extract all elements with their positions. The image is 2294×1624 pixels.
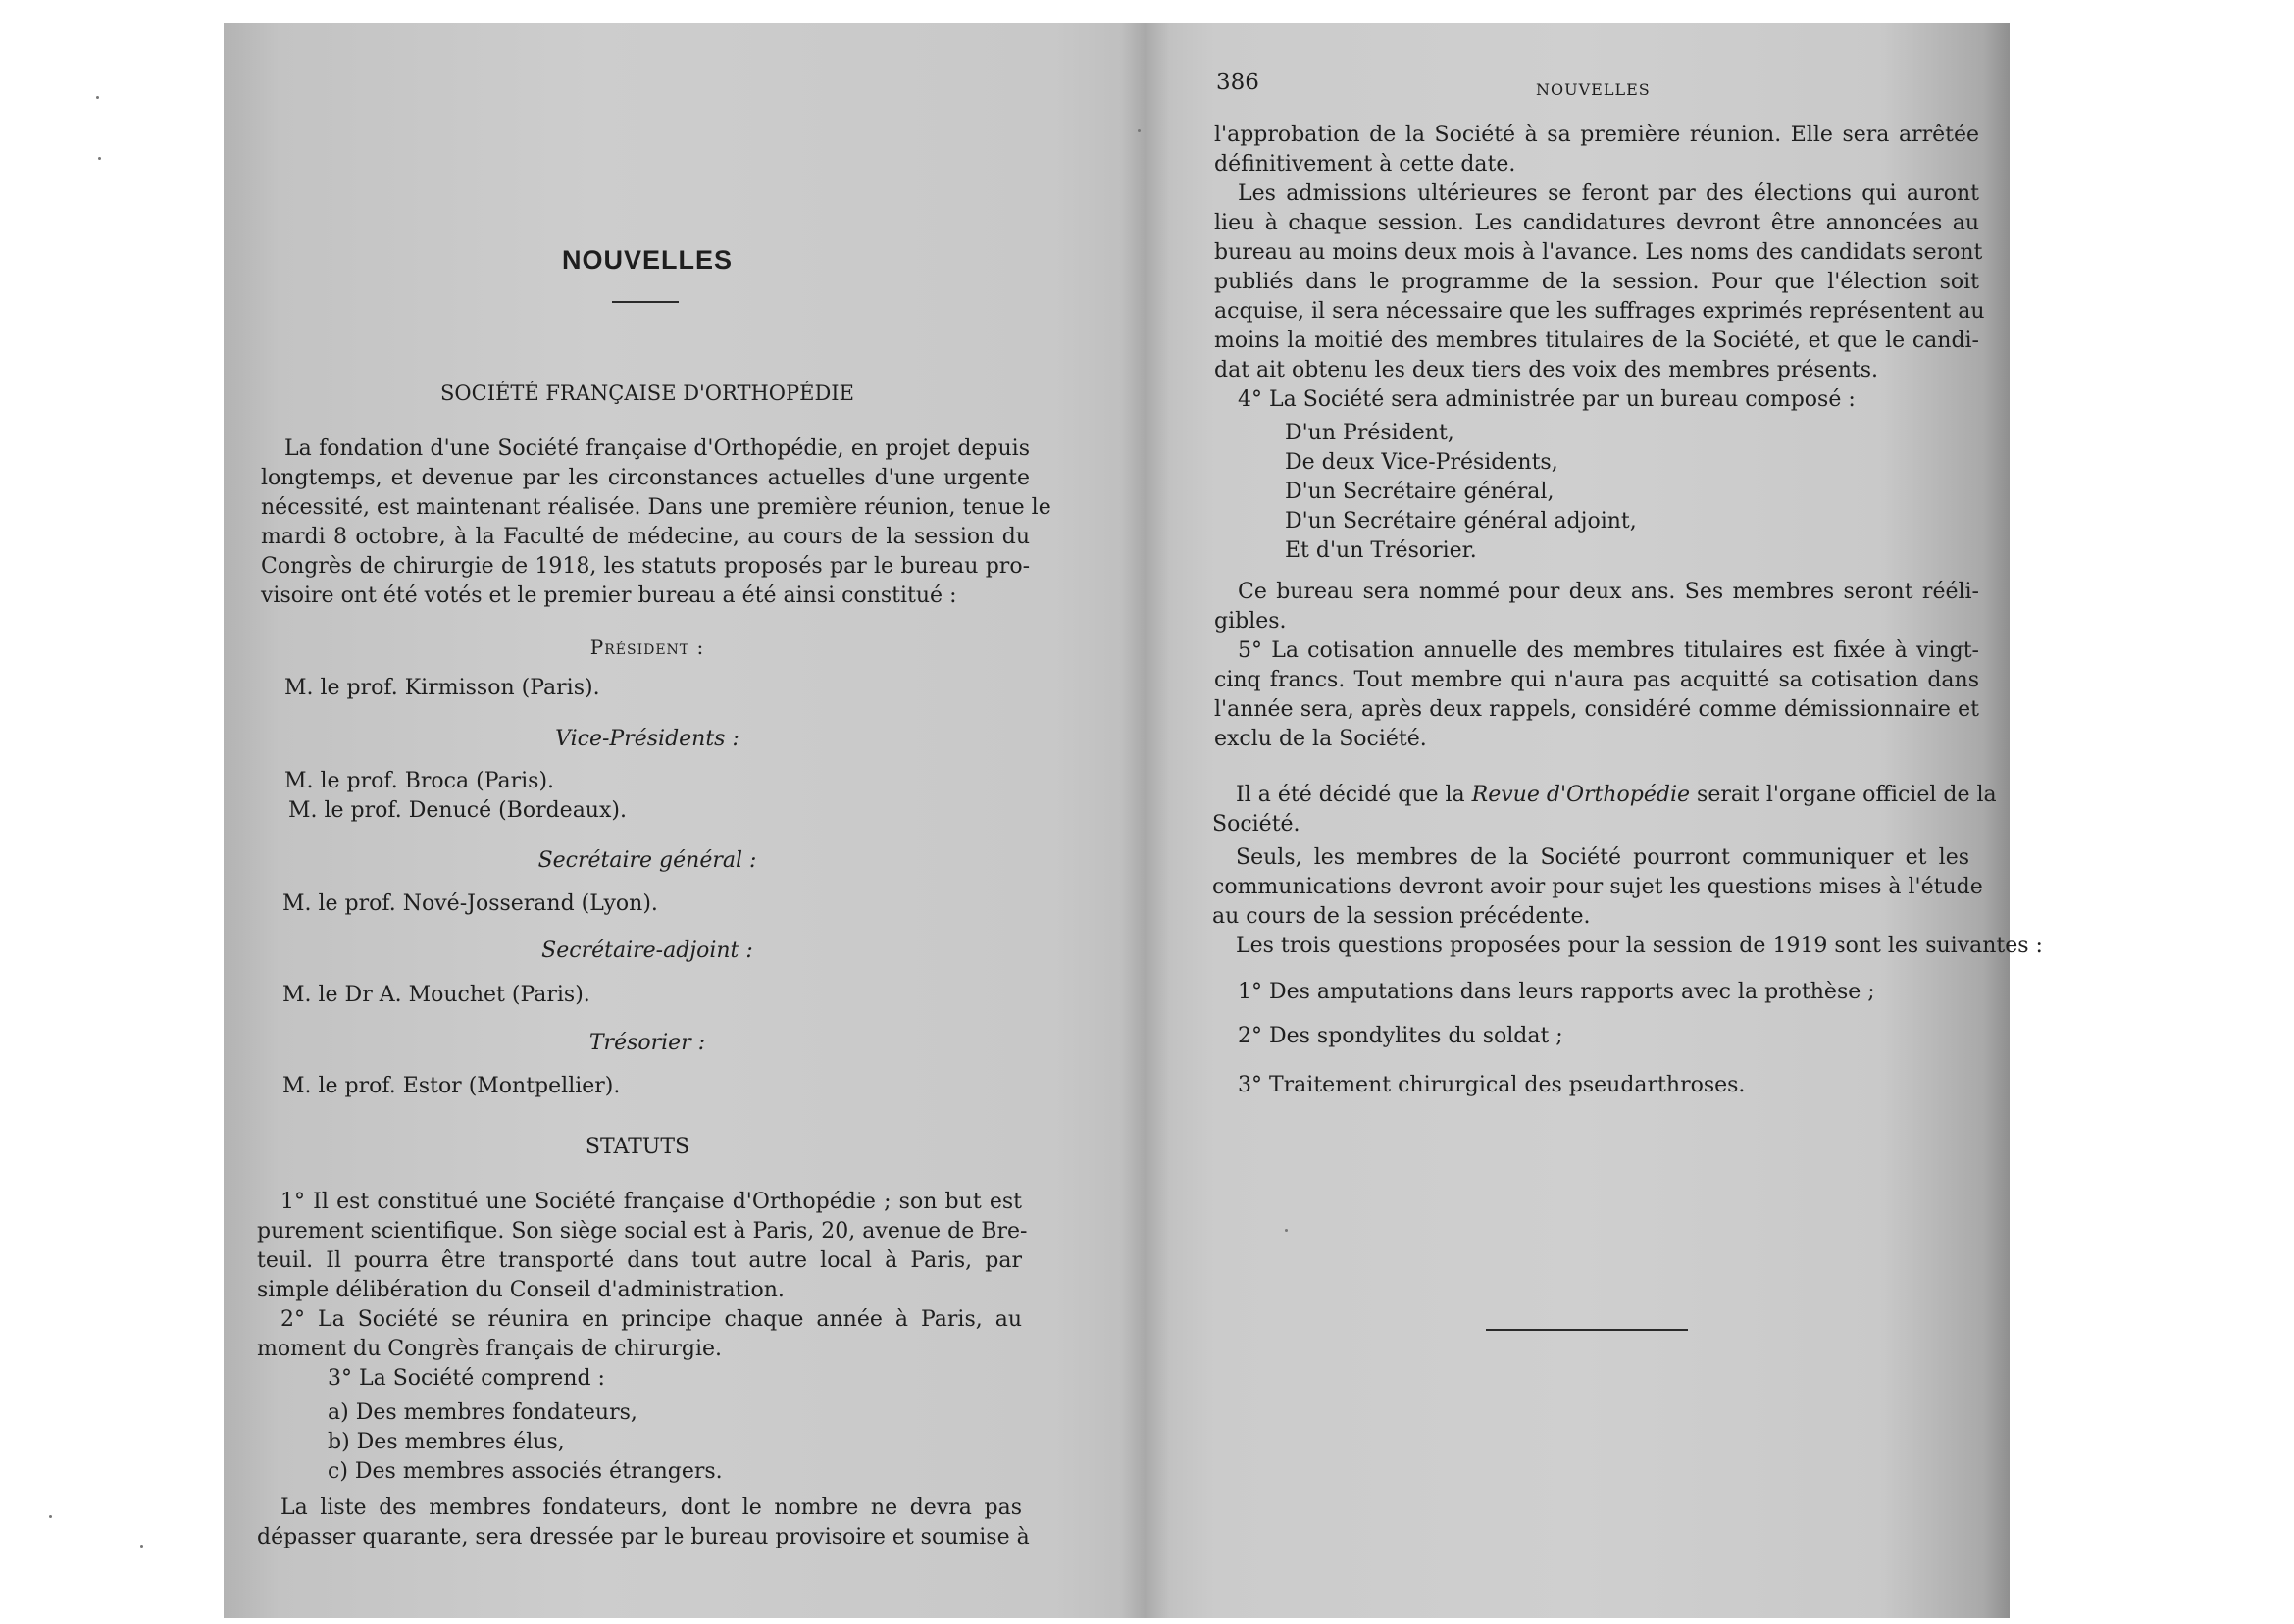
right-text-line: dat ait obtenu les deux tiers des voix des membres présents. bbox=[1214, 358, 1878, 382]
revue-line-2: Société. bbox=[1212, 812, 1300, 837]
left-heading: NOUVELLES bbox=[561, 245, 734, 275]
society-title: SOCIÉTÉ FRANÇAISE D'ORTHOPÉDIE bbox=[440, 381, 854, 405]
intro-line: Congrès de chirurgie de 1918, les statuts proposés par le bureau pro- bbox=[261, 554, 1030, 579]
seuls-line: au cours de la session précédente. bbox=[1212, 904, 1591, 929]
item-5-line: cinq francs. Tout membre qui n'aura pas acquitté sa cotisation dans bbox=[1214, 668, 1979, 692]
right-text-line: gibles. bbox=[1214, 609, 1287, 634]
statuts-line: purement scientifique. Son siège social est à Paris, 20, avenue de Bre- bbox=[257, 1219, 1028, 1243]
heading-rule bbox=[612, 301, 679, 303]
statuts-title: STATUTS bbox=[585, 1135, 690, 1159]
scan-speck bbox=[96, 96, 99, 99]
member-type: b) Des membres élus, bbox=[328, 1430, 565, 1454]
president-name: M. le prof. Kirmisson (Paris). bbox=[284, 676, 600, 700]
secretary-label: Secrétaire général : bbox=[537, 848, 757, 873]
revue-title: Revue d'Orthopédie bbox=[1471, 783, 1691, 807]
bureau-item: D'un Secrétaire général adjoint, bbox=[1285, 509, 1637, 533]
vice-president-2: M. le prof. Denucé (Bordeaux). bbox=[288, 798, 627, 823]
bureau-item: Et d'un Trésorier. bbox=[1285, 538, 1477, 563]
closing-line: La liste des membres fondateurs, dont le nombre ne devra pas bbox=[280, 1496, 1022, 1520]
item-5-line: exclu de la Société. bbox=[1214, 727, 1427, 751]
right-text-line: Les admissions ultérieures se feront par des élections qui auront bbox=[1238, 181, 1979, 206]
end-rule bbox=[1486, 1329, 1688, 1331]
question-item: 1° Des amputations dans leurs rapports avec la prothèse ; bbox=[1238, 980, 1875, 1004]
revue-line bbox=[1236, 782, 1997, 809]
right-text-line: acquise, il sera nécessaire que les suffrages exprimés représentent au bbox=[1214, 299, 1985, 324]
statuts-line: simple délibération du Conseil d'administration. bbox=[257, 1278, 785, 1302]
statuts-line: moment du Congrès français de chirurgie. bbox=[257, 1337, 723, 1361]
secretary-name: M. le prof. Nové-Josserand (Lyon). bbox=[282, 891, 658, 916]
statuts-item-3: 3° La Société comprend : bbox=[328, 1366, 605, 1391]
statuts-line: 1° Il est constitué une Société française d'Orthopédie ; son but est bbox=[280, 1190, 1022, 1214]
intro-line: visoire ont été votés et le premier bureau a été ainsi constitué : bbox=[261, 584, 957, 608]
seuls-line: communications devront avoir pour sujet les questions mises à l'étude bbox=[1212, 875, 1983, 899]
right-text-line: l'approbation de la Société à sa première réunion. Elle sera arrêtée bbox=[1214, 123, 1979, 147]
revue-pre: Il a été décidé que la bbox=[1236, 783, 1472, 807]
question-item: 2° Des spondylites du soldat ; bbox=[1238, 1024, 1563, 1048]
scan-speck bbox=[49, 1515, 52, 1518]
statuts-line: teuil. Il pourra être transporté dans tout autre local à Paris, par bbox=[257, 1248, 1022, 1273]
question-item: 3° Traitement chirurgical des pseudarthroses. bbox=[1238, 1073, 1746, 1097]
statuts-line: 2° La Société se réunira en principe chaque année à Paris, au bbox=[280, 1307, 1022, 1332]
revue-post: serait l'organe officiel de la bbox=[1690, 783, 1997, 807]
questions-intro: Les trois questions proposées pour la session de 1919 sont les suivantes : bbox=[1236, 934, 2043, 958]
vice-presidents-label: Vice-Présidents : bbox=[555, 727, 739, 751]
bureau-item: D'un Secrétaire général, bbox=[1285, 480, 1555, 504]
book-gutter bbox=[1121, 23, 1170, 1618]
vice-president-1: M. le prof. Broca (Paris). bbox=[284, 769, 555, 793]
item-5-line: 5° La cotisation annuelle des membres titulaires est fixée à vingt- bbox=[1238, 638, 1979, 663]
right-text-line: publiés dans le programme de la session. Pour que l'élection soit bbox=[1214, 270, 1979, 294]
member-type: c) Des membres associés étrangers. bbox=[328, 1459, 723, 1484]
adjoint-name: M. le Dr A. Mouchet (Paris). bbox=[282, 983, 590, 1007]
seuls-line: Seuls, les membres de la Société pourront communiquer et les bbox=[1236, 845, 1969, 870]
scan-speck bbox=[98, 157, 101, 160]
president-label: Président : bbox=[589, 635, 705, 659]
right-text-line: définitivement à cette date. bbox=[1214, 152, 1516, 177]
scan-speck bbox=[1138, 129, 1141, 132]
intro-line: La fondation d'une Société française d'Orthopédie, en projet depuis bbox=[284, 436, 1030, 461]
member-type: a) Des membres fondateurs, bbox=[328, 1400, 637, 1425]
scan-speck bbox=[140, 1545, 143, 1548]
treasurer-name: M. le prof. Estor (Montpellier). bbox=[282, 1074, 621, 1098]
item-4: 4° La Société sera administrée par un bureau composé : bbox=[1238, 387, 1856, 412]
scan-speck bbox=[1285, 1229, 1288, 1232]
right-text-line: Ce bureau sera nommé pour deux ans. Ses membres seront rééli- bbox=[1238, 580, 1979, 604]
closing-line: dépasser quarante, sera dressée par le bureau provisoire et soumise à bbox=[257, 1525, 1030, 1549]
adjoint-label: Secrétaire-adjoint : bbox=[541, 939, 753, 963]
bureau-item: D'un Président, bbox=[1285, 421, 1454, 445]
right-text-line: lieu à chaque session. Les candidatures devront être annoncées au bbox=[1214, 211, 1979, 235]
right-text-line: moins la moitié des membres titulaires de la Société, et que le candi- bbox=[1214, 329, 1979, 353]
running-head: NOUVELLES bbox=[1536, 80, 1651, 99]
treasurer-label: Trésorier : bbox=[588, 1031, 706, 1055]
intro-line: longtemps, et devenue par les circonstances actuelles d'une urgente bbox=[261, 466, 1030, 490]
page-number: 386 bbox=[1216, 70, 1259, 95]
intro-line: nécessité, est maintenant réalisée. Dans une première réunion, tenue le bbox=[261, 495, 1051, 520]
right-text-line: bureau au moins deux mois à l'avance. Les noms des candidats seront bbox=[1214, 240, 1983, 265]
bureau-item: De deux Vice-Présidents, bbox=[1285, 450, 1558, 475]
intro-line: mardi 8 octobre, à la Faculté de médecine, au cours de la session du bbox=[261, 525, 1030, 549]
item-5-line: l'année sera, après deux rappels, considéré comme démissionnaire et bbox=[1214, 697, 1979, 722]
